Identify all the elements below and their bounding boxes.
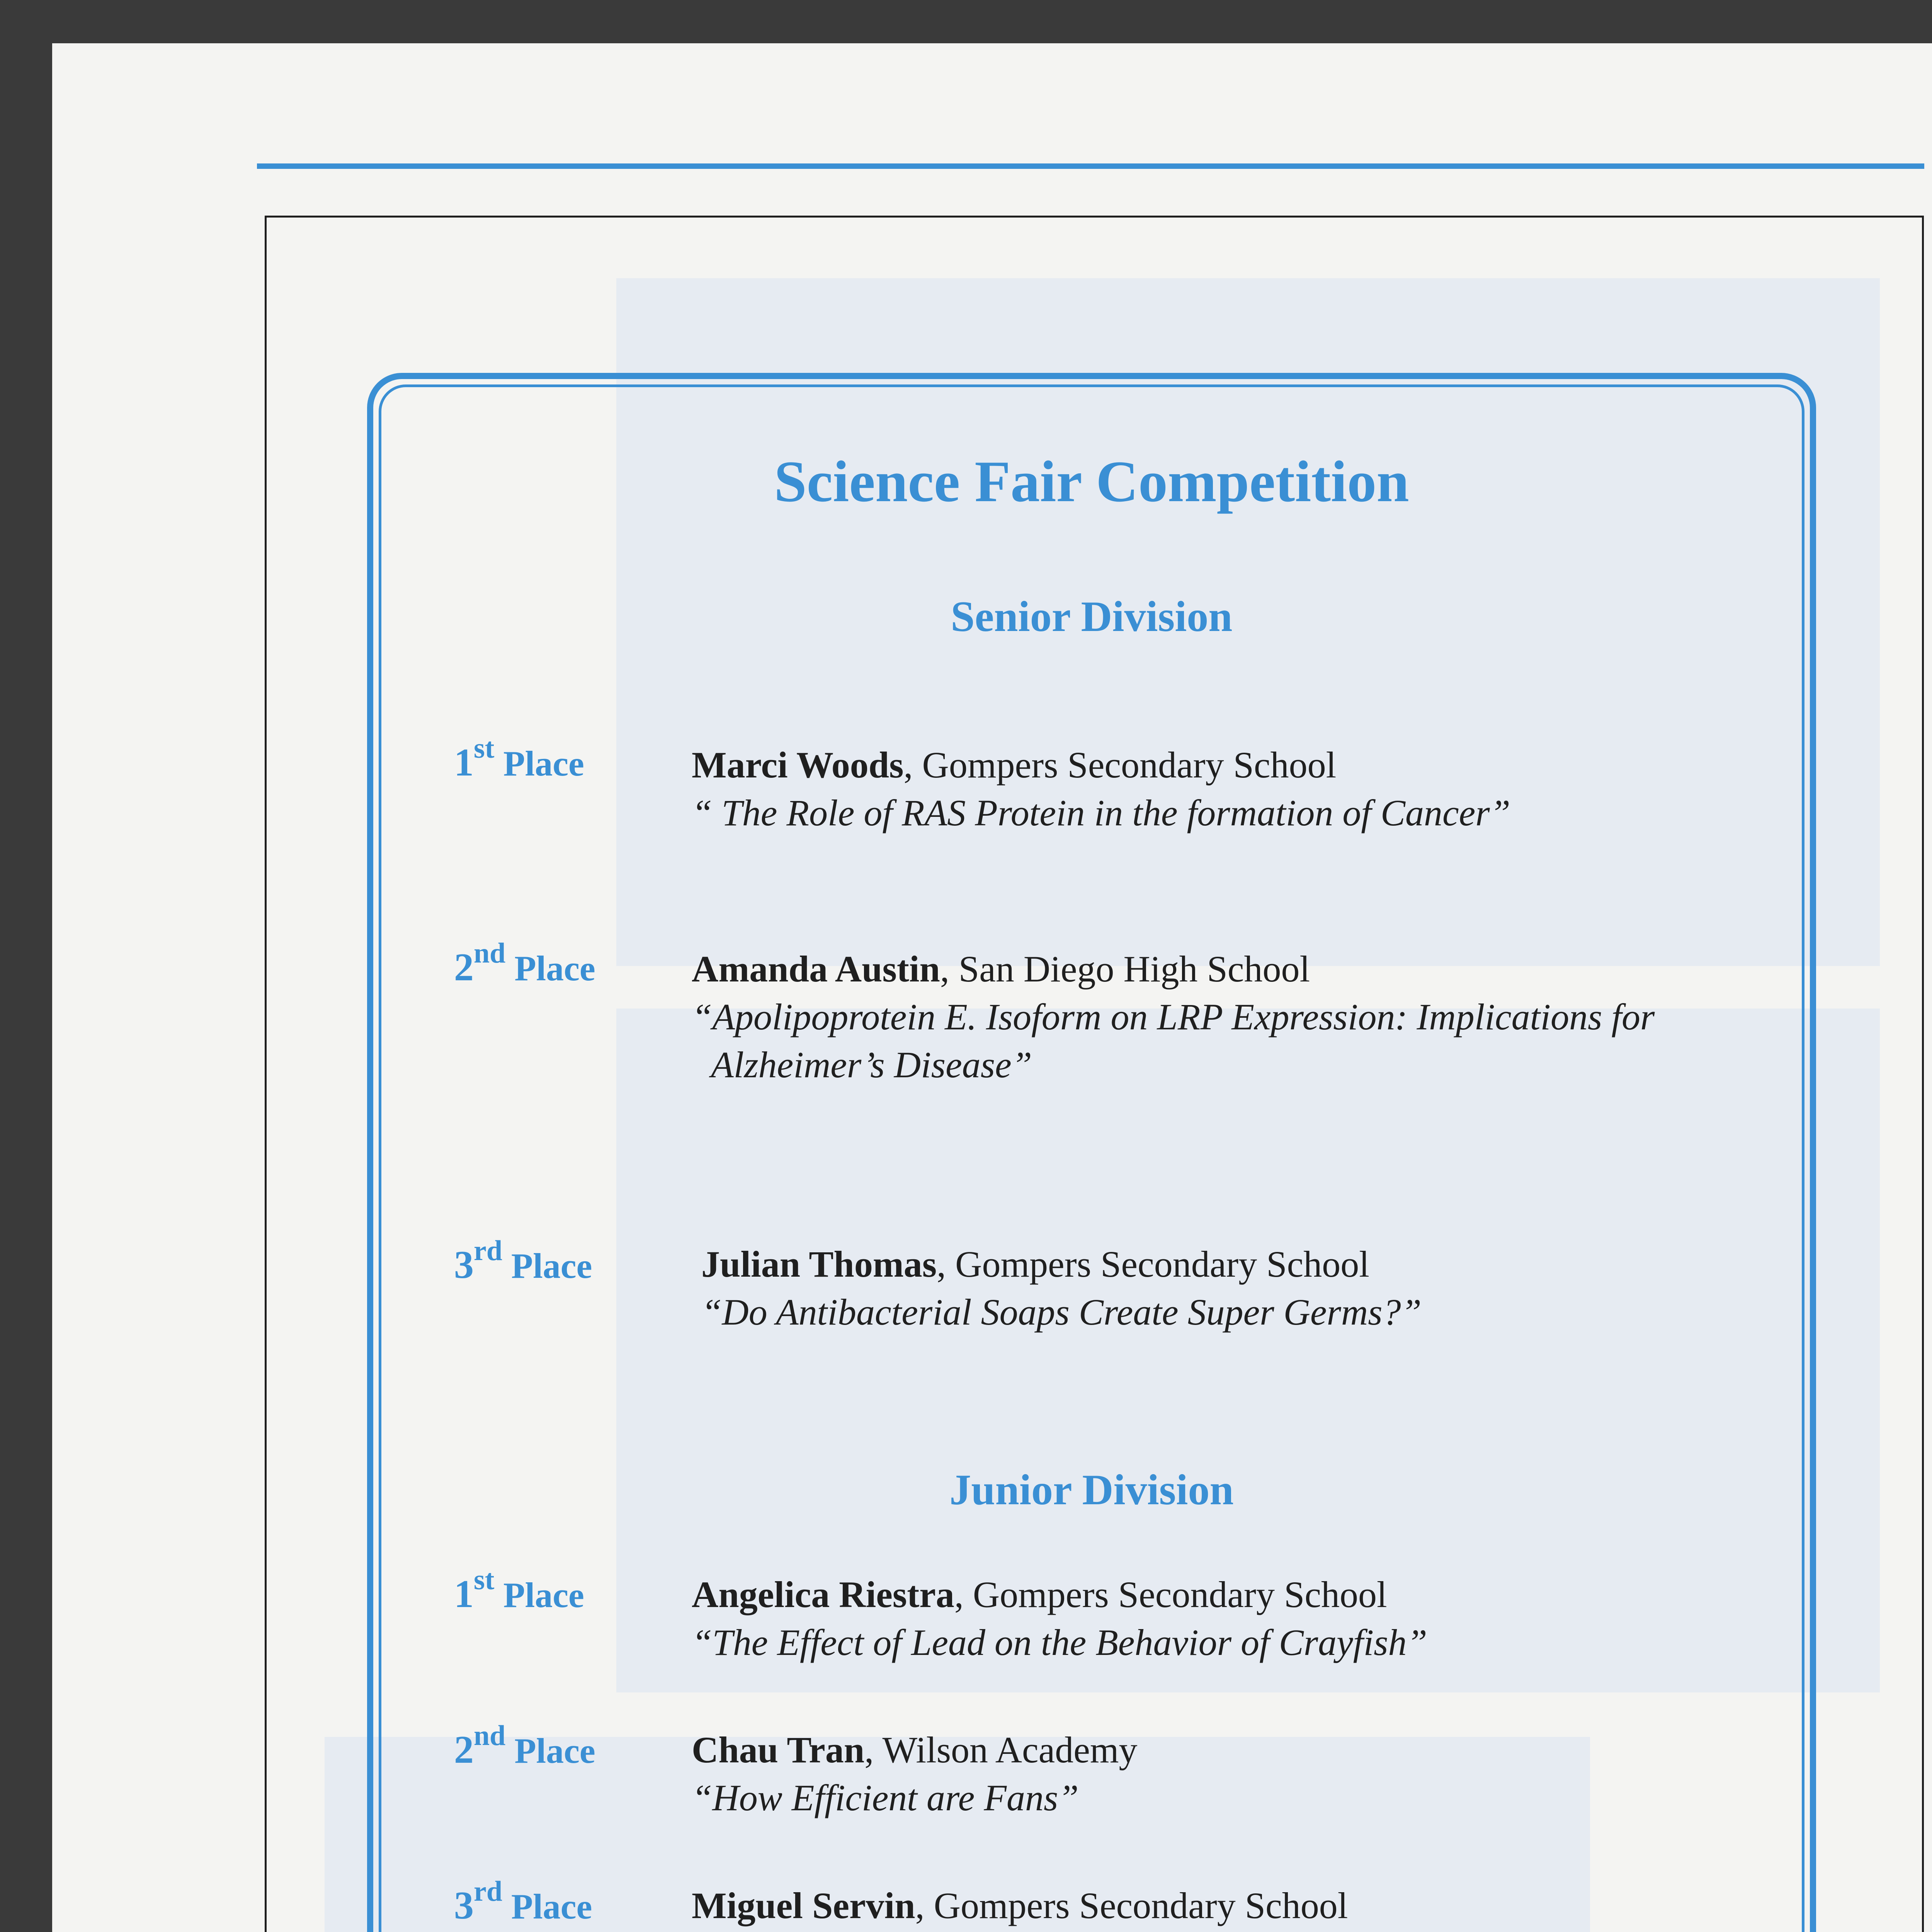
senior-second-place-entry [692, 945, 1774, 1089]
junior-first-place-entry [692, 1571, 1774, 1667]
student-name: Angelica Riestra [692, 1574, 954, 1615]
school-name: , San Diego High School [940, 948, 1310, 990]
student-name: Amanda Austin [692, 948, 940, 990]
student-name: Julian Thomas [701, 1243, 937, 1285]
student-name: Marci Woods [692, 744, 904, 786]
student-name: Chau Tran [692, 1729, 865, 1770]
school-name: , Gompers Secondary School [915, 1885, 1348, 1926]
project-title: “ The Role of RAS Protein in the formation of Cancer” [692, 792, 1510, 833]
senior-third-place-label: 3rd Place [454, 1235, 592, 1287]
senior-third-place-entry [701, 1240, 1783, 1336]
student-name: Miguel Servin [692, 1885, 915, 1926]
project-title: “The Effect of Lead on the Behavior of Crayfish” [692, 1622, 1427, 1663]
school-name: , Gompers Secondary School [903, 744, 1337, 786]
senior-second-place-label: 2nd Place [454, 937, 595, 989]
junior-second-place-label: 2nd Place [454, 1720, 595, 1772]
project-title: “Do Antibacterial Soaps Create Super Germs?” [701, 1291, 1422, 1333]
school-name: , Gompers Secondary School [954, 1574, 1387, 1615]
junior-second-place-entry [692, 1726, 1774, 1822]
school-name: , Wilson Academy [864, 1729, 1138, 1770]
senior-first-place-entry [692, 741, 1774, 837]
project-title [692, 1930, 1774, 1932]
senior-first-place-label: 1st Place [454, 733, 584, 784]
project-title: “How Efficient are Fans” [692, 1777, 1079, 1818]
senior-division-heading: Senior Division [951, 593, 1233, 641]
junior-division-heading: Junior Division [949, 1466, 1234, 1514]
school-name: , Gompers Secondary School [937, 1243, 1369, 1285]
junior-first-place-label: 1st Place [454, 1564, 584, 1616]
junior-third-place-entry [692, 1882, 1774, 1932]
project-title: “Apolipoprotein E. Isoform on LRP Expression: Implications for [692, 996, 1655, 1037]
project-title-continued: Alzheimer’s Disease” [711, 1044, 1032, 1085]
top-rule [257, 163, 1924, 169]
junior-third-place-label: 3rd Place [454, 1876, 592, 1927]
page-title: Science Fair Competition [774, 449, 1409, 514]
